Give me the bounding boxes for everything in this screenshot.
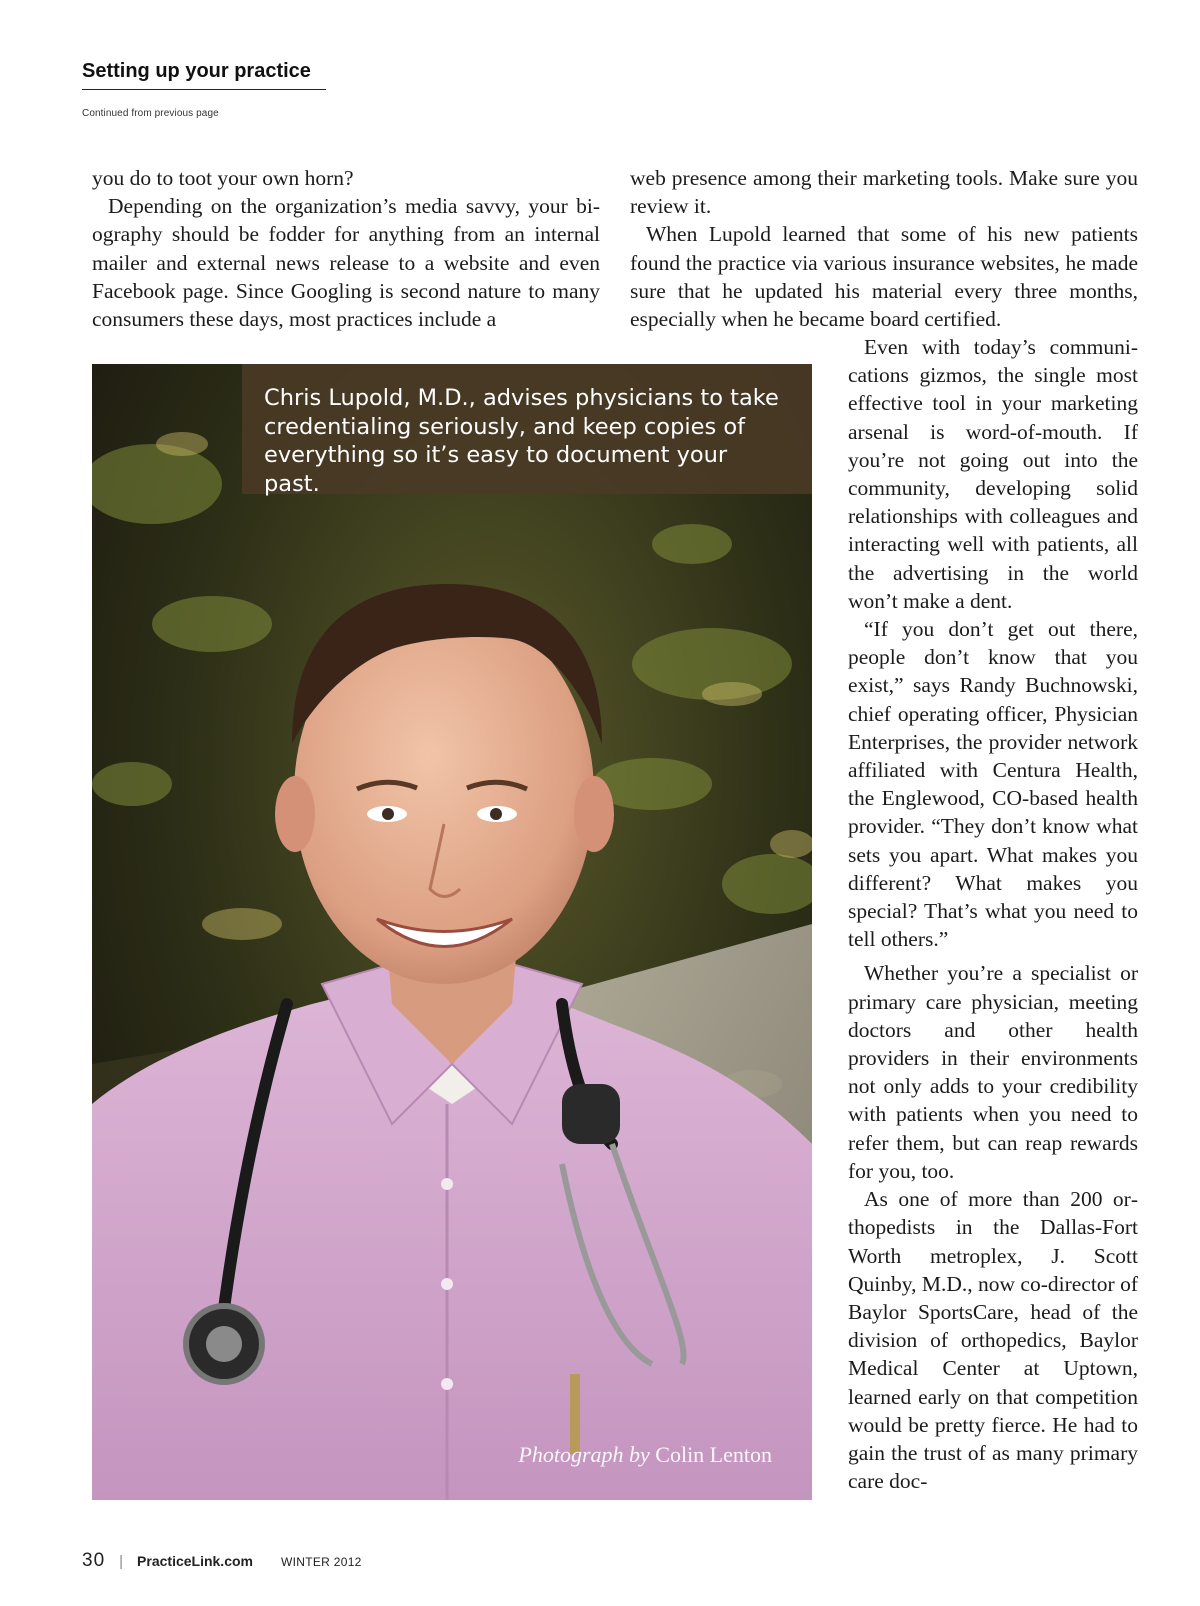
paragraph: Even with today’s communications gizmos, the single most effective tool in your marketing arsenal is word-of-mouth. If you’re not going out into the community, developing solid relationships with colleagues and interacting well with patients, all the advertising in the world won’t make a dent. [848,335,1138,613]
photo-caption: Chris Lupold, M.D., advises physicians to take credentialing seriously, and keep copies of everything so it’s easy to document your past. [264,385,779,497]
paragraph: Depending on the organization’s media savvy, your biography should be fodder for anything from an internal mailer and external news release to a website and even Facebook page. Since Googling is second nature to many consumers these days, most practices include a [92,194,600,332]
article-column-2 [630,164,1138,333]
paragraph: As one of more than 200 orthopedists in the Dallas-Fort Worth metroplex, J. Scott Quinby, M.D., now co-director of Baylor SportsCare, head of the division of orthopedics, Baylor Medical Center at Uptown, learned early on that competition would be pretty fierce. He had to gain the trust of as many primary care doc- [848,1187,1138,1494]
footer-site: PracticeLink.com [137,1553,253,1569]
paragraph: web presence among their marketing tools. Make sure you review it. [630,166,1138,219]
paragraph: When Lupold learned that some of his new patients found the practice via various insurance websites, he made sure that he updated his material every three months, especially when he became board certified. [630,222,1138,332]
paragraph: “If you don’t get out there, people don’t know that you exist,” says Randy Buchnowski, chief operating officer, Physician Enterprises, the provider network affiliated with Centura Health, the Englewood, CO-based health provider. “They don’t know what sets you apart. What makes you different? What makes you special? That’s what you need to tell others.” [848,617,1138,952]
footer-separator: | [119,1553,124,1570]
paragraph: Whether you’re a specialist or primary care physician, meeting doctors and other health providers in their environments not only adds to your credibility with patients when you need to refer them, but can reap rewards for you, too. [848,961,1138,1183]
paragraph: you do to toot your own horn? [92,166,354,190]
page-number: 30 [82,1550,106,1571]
photo-credit-name: Colin Lenton [655,1442,772,1467]
photo-credit-label: Photograph by [518,1442,650,1467]
photo-credit [518,1442,772,1468]
footer-issue: WINTER 2012 [280,1555,362,1569]
article-column-3 [848,333,1138,1495]
article-column-1 [92,164,600,333]
portrait-illustration [92,364,812,1500]
page-footer [82,1550,362,1572]
section-title: Setting up your practice [82,60,326,90]
continued-note: Continued from previous page [82,108,219,119]
doctor-photo [92,364,812,1500]
photo-caption-box [242,364,812,497]
